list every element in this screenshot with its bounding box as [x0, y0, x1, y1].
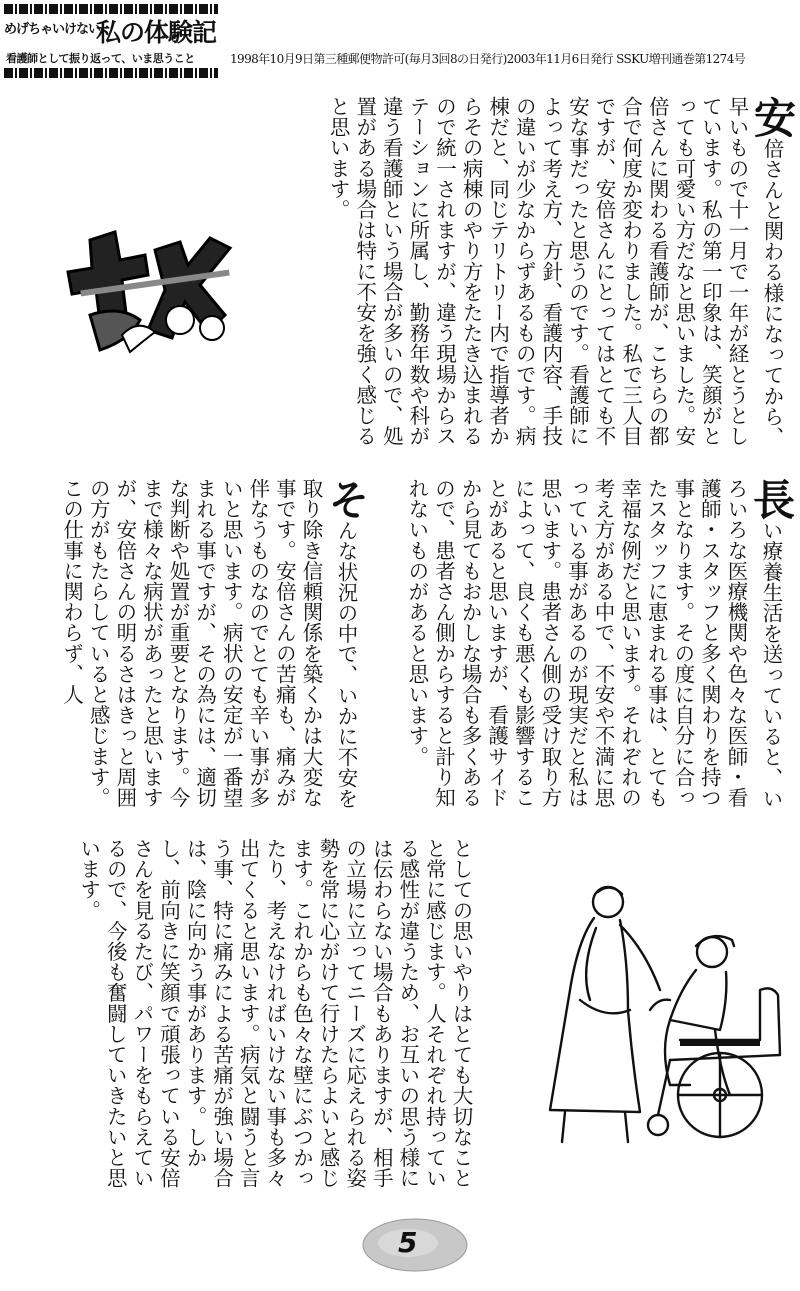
series-subtitle: 看護師として振り返って、いま思うこと: [6, 52, 195, 65]
illustration-caption: がんばって: [760, 910, 765, 911]
page-header: [0, 0, 800, 86]
section-abe: [314, 96, 797, 456]
kanji-art-icon: [60, 220, 245, 360]
section-text: んな状況の中で、いかに不安を取り除き信頼関係を築くかは大変な事です。安倍さんの苦痛も、痛みが伴なうものなのでとても辛い事が多いと思います。病状の安定が一番望まれる事ですが、その為には、適切な判断や処置が重要となります。今まで様々な病状があったと思いますが、安倍さんの明るさはきっと周囲の方がもたらしていると感じます。この仕事に関わらず、人: [59, 478, 358, 809]
series-title: 私の体験記: [96, 18, 217, 47]
section-naga: [383, 478, 796, 818]
nurse-wheelchair-illustration: [520, 880, 795, 1150]
series-name: めげちゃいけない: [4, 22, 101, 37]
drop-cap: 長: [747, 478, 796, 521]
publication-info: 1998年10月9日第三種郵便物許可(毎月3回8の日発行)2003年11月6日発行 SSKU増刊通巻第1274号: [230, 52, 746, 66]
checker-border-bottom: [4, 68, 218, 78]
section-text: 倍さんと関わる様になってから、早いもので十一月で一年が経とうとしています。私の第一印象は、笑顔がとっても可愛い方だなと思いました。安倍さんに関わる看護師が、こちらの都合で何度か変わりました。私で三人目ですが、安倍さんにとってはとても不安な事だったと思うのです。看護師によって考え方、方針、看護内容、手技の違いが少なからずあるものです。病棟だと、同じテリトリー内で指導者からその病棟のやり方をたたき込まれるので統一されますが、違う現場からステーションに所属し、勤務年数や科が違う看護師という場合が多いので、処置がある場合は特に不安を強く感じると思います。: [326, 96, 784, 448]
section-text: としての思いやりはとても大切なことと常に感じます。人それぞれ持っている感性が違うため、お互いの思う様には伝わらない場合もありますが、相手の立場に立ってニーズに応えられる姿勢を常に心がけて行けたらよいと感じます。これからも色々な壁にぶつかったり、考えなければいけない事も多々出てくると思います。病気と闘うと言う事、特に痛みによる苦痛が強い場合は、陰に向かう事があります。しかし、前向きに笑顔で頑張っている安倍さんを見るたび、パワーをもらえているので、今後も奮闘していきたいと思います。: [76, 838, 473, 1189]
page-number: 5: [398, 1226, 418, 1259]
section-sonna: [58, 478, 371, 818]
series-logo: [4, 4, 224, 82]
drop-cap: そ: [322, 478, 371, 521]
section-text: い療養生活を送っていると、いろいろな医療機関や色々な医師・看護師・スタッフと多く関わりを持つ事となります。その度に自分に合ったスタッフに恵まれる事は、とても幸福な例だと思います。それぞれの考え方がある中で、不安や不満に思っている事があるのが現実だと私は思います。患者さん側の受け取り方によって、良くも悪くも影響することがあると思いますが、看護サイドから見てもおかしな場合も多くあるので、患者さん側からすると計り知れないものがあると思います。: [404, 478, 783, 809]
section-last: [62, 838, 474, 1208]
drop-cap: 安: [748, 96, 797, 139]
